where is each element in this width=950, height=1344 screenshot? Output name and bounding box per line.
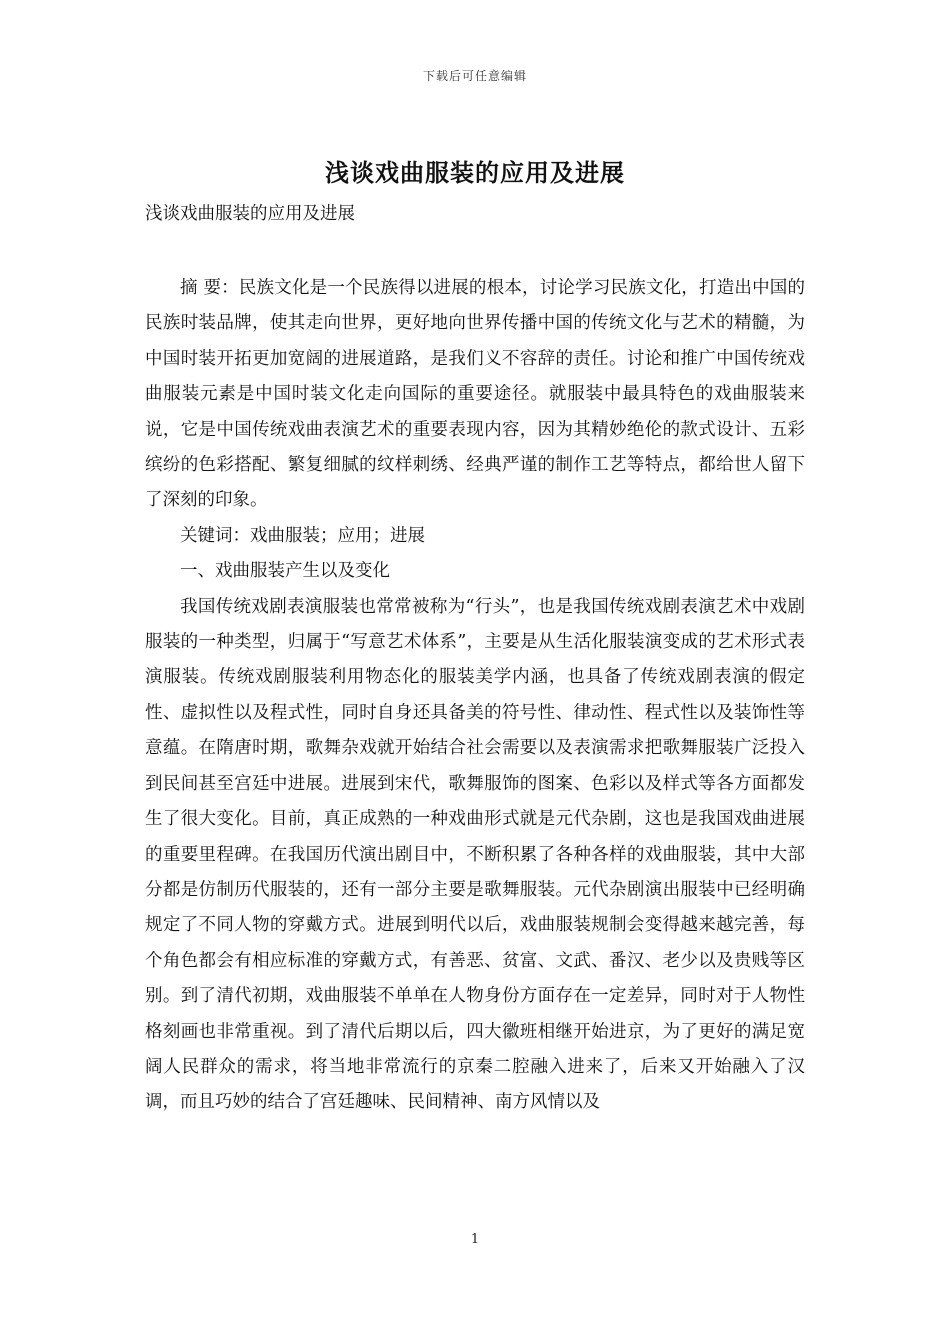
page-number: 1 bbox=[470, 1232, 480, 1247]
keywords-paragraph: 关键词：戏曲服装；应用；进展 bbox=[180, 525, 425, 546]
abstract-paragraph: 摘 要：民族文化是一个民族得以进展的根本，讨论学习民族文化，打造出中国的民族时装品牌，使其走向世界，更好地向世界传播中国的传统文化与艺术的精髓，为中国时装开拓更加宽阔的进展道路，是我们义不容辞的责任。讨论和推广中国传统戏曲服装元素是中国时装文化走向国际的重要途径。就服装中最具特色的戏曲服装来说，它是中国传统戏曲表演艺术的重要表现内容，因为其精妙绝伦的款式设计、五彩缤纷的色彩搭配、繁复细腻的纹样刺绣、经典严谨的制作工艺等特点，都给世人留下了深刻的印象。 bbox=[145, 278, 805, 511]
section-heading: 一、戏曲服装产生以及变化 bbox=[180, 561, 390, 582]
document-title: 浅谈戏曲服装的应用及进展 bbox=[325, 158, 625, 187]
document-body bbox=[145, 271, 805, 1121]
header-note: 下载后可任意编辑 bbox=[422, 69, 527, 83]
body-paragraph: 我国传统戏剧表演服装也常常被称为“行头”，也是我国传统戏剧表演艺术中戏剧服装的一种类型，归属于“写意艺术体系”，主要是从生活化服装演变成的艺术形式表演服装。传统戏剧服装利用物态化的服装美学内涵，也具备了传统戏剧表演的假定性、虚拟性以及程式性，同时自身还具备美的符号性、律动性、程式性以及装饰性等意蕴。在隋唐时期，歌舞杂戏就开始结合社会需要以及表演需求把歌舞服装广泛投入到民间甚至宫廷中进展。进展到宋代，歌舞服饰的图案、色彩以及样式等各方面都发生了很大变化。目前，真正成熟的一种戏曲形式就是元代杂剧，这也是我国戏曲进展的重要里程碑。在我国历代演出剧目中，不断积累了各种各样的戏曲服装，其中大部分都是仿制历代服装的，还有一部分主要是歌舞服装。元代杂剧演出服装中已经明确规定了不同人物的穿戴方式。进展到明代以后，戏曲服装规制会变得越来越完善，每个角色都会有相应标准的穿戴方式，有善恶、贫富、文武、番汉、老少以及贵贱等区别。到了清代初期，戏曲服装不单单在人物身份方面存在一定差异，同时对于人物性格刻画也非常重视。到了清代后期以后，四大徽班相继开始进京，为了更好的满足宽阔人民群众的需求，将当地非常流行的京秦二腔融入进来了，后来又开始融入了汉调，而且巧妙的结合了宫廷趣味、民间精神、南方风情以及 bbox=[145, 596, 805, 1113]
document-subtitle: 浅谈戏曲服装的应用及进展 bbox=[145, 204, 355, 224]
